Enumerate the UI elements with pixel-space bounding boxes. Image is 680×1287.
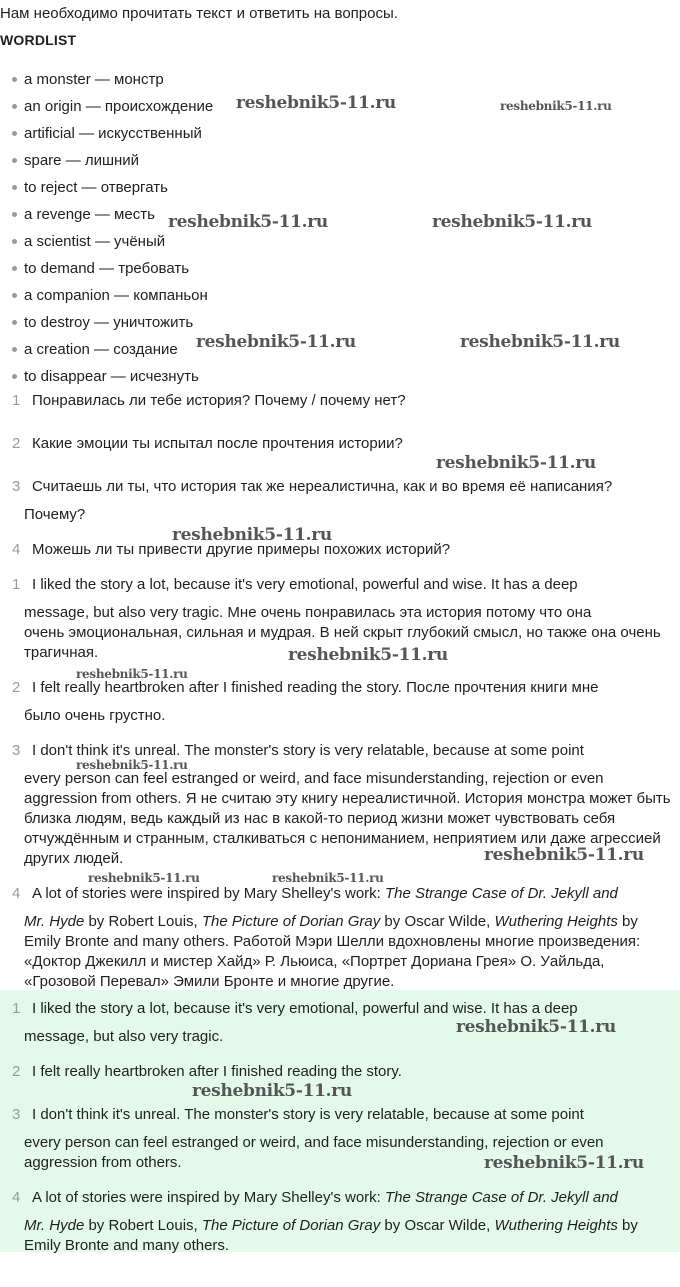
bullet-icon <box>12 212 17 217</box>
watermark: reshebnik5-11.ru <box>288 645 448 665</box>
bullet-icon <box>12 131 17 136</box>
intro-text: Нам необходимо прочитать текст и ответить на вопросы. <box>0 5 398 22</box>
wordlist-item: a creation — создание <box>12 336 213 363</box>
question-3: 3 Считаешь ли ты, что история так же нереалистична, как и во время её написания? Почему? <box>12 478 613 523</box>
watermark: reshebnik5-11.ru <box>460 332 620 352</box>
wordlist-item: spare — лишний <box>12 147 213 174</box>
watermark: reshebnik5-11.ru <box>432 212 592 232</box>
watermark: reshebnik5-11.ru <box>272 871 384 885</box>
wordlist-item: artificial — искусственный <box>12 120 213 147</box>
answer-4: 4 A lot of stories were inspired by Mary Shelley's work: The Strange Case of Dr. Jekyll and Mr. Hyde by Robert Louis, The Picture of Dorian Gray by Oscar Wilde, Wuthering Heights by Emily Bronte and many others. Работой Мэри Шелли вдохновлены многие произведения: «Доктор Джекилл и мистер Хайд» Р. Льюиса, «Портрет Дориана Грея» О. Уайльда, «Грозовой Перевал» Эмили Бронте и многие другие. <box>12 885 641 990</box>
wordlist-item: a revenge — месть <box>12 201 213 228</box>
question-2: 2 Какие эмоции ты испытал после прочтения истории? <box>12 435 403 452</box>
watermark: reshebnik5-11.ru <box>236 93 396 113</box>
wordlist-title: WORDLIST <box>0 32 77 48</box>
wordlist-item: to reject — отвергать <box>12 174 213 201</box>
watermark: reshebnik5-11.ru <box>192 1081 352 1101</box>
bullet-icon <box>12 293 17 298</box>
question-number: 3 <box>12 478 21 495</box>
question-1: 1 Понравилась ли тебе история? Почему / почему нет? <box>12 392 406 409</box>
bullet-icon <box>12 158 17 163</box>
wordlist-item: to demand — требовать <box>12 255 213 282</box>
watermark: reshebnik5-11.ru <box>88 871 200 885</box>
watermark: reshebnik5-11.ru <box>436 453 596 473</box>
answer-number: 3 <box>12 742 21 759</box>
bullet-icon <box>12 239 17 244</box>
answer-2: 2 I felt really heartbroken after I finished reading the story. После прочтения книги мне было очень грустно. <box>12 679 599 724</box>
wordlist-item: a companion — компаньон <box>12 282 213 309</box>
english-answer-3: 3 I don't think it's unreal. The monster's story is very relatable, because at some point every person can feel estranged or weird, and face misunderstanding, rejection or even aggression from others. <box>12 1106 604 1171</box>
bullet-icon <box>12 374 17 379</box>
question-number: 4 <box>12 541 21 558</box>
bullet-icon <box>12 266 17 271</box>
wordlist-item: to disappear — исчезнуть <box>12 363 213 390</box>
answer-number: 4 <box>12 885 21 902</box>
wordlist-item: an origin — происхождение <box>12 93 213 120</box>
english-answer-2: 2 I felt really heartbroken after I finished reading the story. <box>12 1063 402 1080</box>
question-number: 1 <box>12 392 21 409</box>
answer-number: 3 <box>12 1106 21 1123</box>
watermark: reshebnik5-11.ru <box>172 525 332 545</box>
watermark: reshebnik5-11.ru <box>484 845 644 865</box>
wordlist-item: a monster — монстр <box>12 66 213 93</box>
bullet-icon <box>12 347 17 352</box>
wordlist-item: to destroy — уничтожить <box>12 309 213 336</box>
english-answer-4: 4 A lot of stories were inspired by Mary Shelley's work: The Strange Case of Dr. Jekyll and Mr. Hyde by Robert Louis, The Picture of Dorian Gray by Oscar Wilde, Wuthering Heights by Emily Bronte and many others. <box>12 1189 638 1254</box>
answer-number: 1 <box>12 1000 21 1017</box>
bullet-icon <box>12 77 17 82</box>
question-4: 4 Можешь ли ты привести другие примеры похожих историй? <box>12 541 451 558</box>
answer-number: 1 <box>12 576 21 593</box>
bullet-icon <box>12 185 17 190</box>
watermark: reshebnik5-11.ru <box>456 1017 616 1037</box>
bullet-icon <box>12 104 17 109</box>
answer-3: 3 I don't think it's unreal. The monster's story is very relatable, because at some point every person can feel estranged or weird, and face misunderstanding, rejection or even aggression from others. Я не считаю эту книгу нереалистичной. История монстра может быть близка людям, ведь каждый из нас в какой-то период жизни может чувствовать себя отчуждённым и странным, сталкиваться с непониманием, неприятием или даже агрессией других людей. <box>12 742 671 867</box>
answer-number: 2 <box>12 679 21 696</box>
answer-number: 4 <box>12 1189 21 1206</box>
wordlist-item: a scientist — учёный <box>12 228 213 255</box>
english-answer-1: 1 I liked the story a lot, because it's very emotional, powerful and wise. It has a deep message, but also very tragic. <box>12 1000 578 1045</box>
watermark: reshebnik5-11.ru <box>196 332 356 352</box>
watermark: reshebnik5-11.ru <box>76 667 188 681</box>
watermark: reshebnik5-11.ru <box>484 1153 644 1173</box>
answer-number: 2 <box>12 1063 21 1080</box>
question-number: 2 <box>12 435 21 452</box>
watermark: reshebnik5-11.ru <box>500 99 612 113</box>
watermark: reshebnik5-11.ru <box>168 212 328 232</box>
answer-1: 1 I liked the story a lot, because it's very emotional, powerful and wise. It has a deep message, but also very tragic. Мне очень понравилась эта история потому что она очень эмоциональная, сильная и мудрая. В ней скрыт глубокий смысл, но также она очень трагичная. <box>12 576 661 661</box>
bullet-icon <box>12 320 17 325</box>
watermark: reshebnik5-11.ru <box>76 758 188 772</box>
